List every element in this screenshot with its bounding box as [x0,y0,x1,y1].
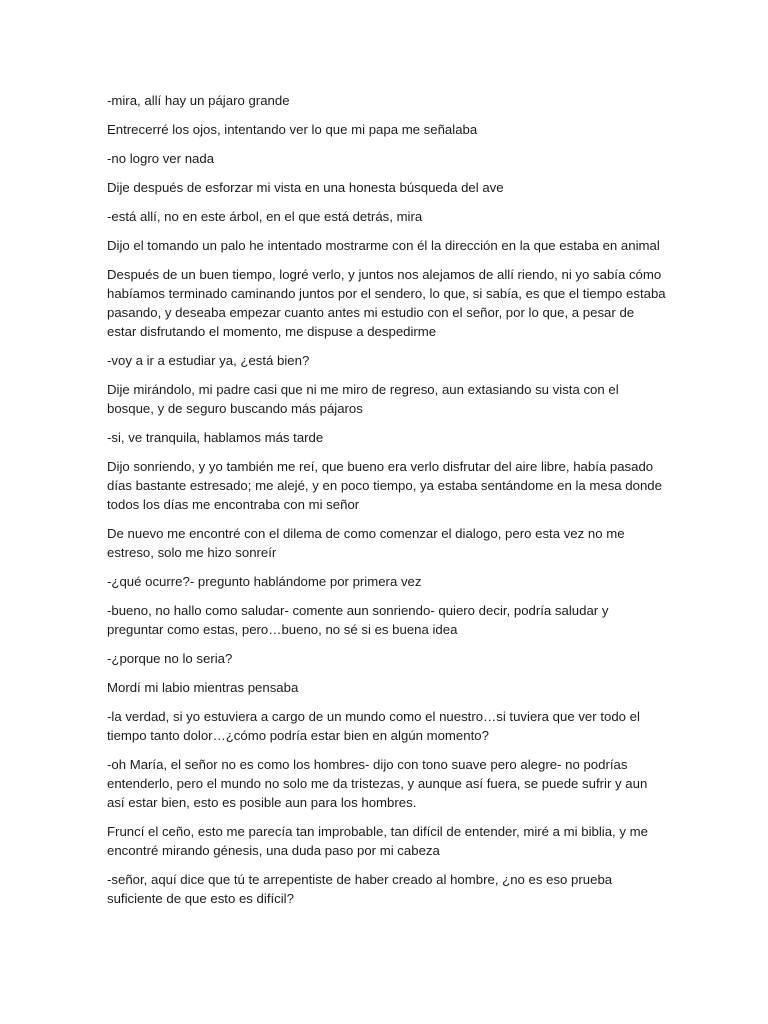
paragraph: Fruncí el ceño, esto me parecía tan improbable, tan difícil de entender, miré a mi biblia, y me encontré mirando génesis, una duda paso por mi cabeza [107,824,648,858]
paragraph: -voy a ir a estudiar ya, ¿está bien? [107,353,310,368]
paragraph: -si, ve tranquila, hablamos más tarde [107,430,324,445]
paragraph: -no logro ver nada [107,151,215,166]
paragraph: Después de un buen tiempo, logré verlo, y juntos nos alejamos de allí riendo, ni yo sabía cómo habíamos terminado caminando juntos por el sendero, lo que, si sabía, es que el tiempo estaba pasando, y deseaba empezar cuanto antes mi estudio con el señor, por lo que, a pesar de estar disfrutando el momento, me dispuse a despedirme [107,267,666,339]
document-page [107,91,667,918]
paragraph: -la verdad, si yo estuviera a cargo de un mundo como el nuestro…si tuviera que ver todo el tiempo tanto dolor…¿cómo podría estar bien en algún momento? [107,709,640,743]
paragraph: Dijo sonriendo, y yo también me reí, que bueno era verlo disfrutar del aire libre, había pasado días bastante estresado; me alejé, y en poco tiempo, ya estaba sentándome en la mesa donde todos los días me encontraba con mi señor [107,459,662,512]
paragraph: -¿porque no lo seria? [107,651,233,666]
paragraph: Dije después de esforzar mi vista en una honesta búsqueda del ave [107,180,504,195]
paragraph: -bueno, no hallo como saludar- comente aun sonriendo- quiero decir, podría saludar y preguntar como estas, pero…bueno, no sé si es buena idea [107,603,609,637]
paragraph: -está allí, no en este árbol, en el que está detrás, mira [107,209,423,224]
paragraph: -señor, aquí dice que tú te arrepentiste de haber creado al hombre, ¿no es eso prueba suficiente de que esto es difícil? [107,872,613,906]
paragraph: -¿qué ocurre?- pregunto hablándome por primera vez [107,574,422,589]
paragraph: Entrecerré los ojos, intentando ver lo que mi papa me señalaba [107,122,478,137]
paragraph: Mordí mi labio mientras pensaba [107,680,299,695]
paragraph: Dijo el tomando un palo he intentado mostrarme con él la dirección en la que estaba en animal [107,238,660,253]
paragraph: -mira, allí hay un pájaro grande [107,93,290,108]
paragraph: -oh María, el señor no es como los hombres- dijo con tono suave pero alegre- no podrías entenderlo, pero el mundo no solo me da tristezas, y aunque así fuera, se puede sufrir y aun así estar bien, esto es posible aun para los hombres. [107,757,648,810]
paragraph: Dije mirándolo, mi padre casi que ni me miro de regreso, aun extasiando su vista con el bosque, y de seguro buscando más pájaros [107,382,619,416]
paragraph: De nuevo me encontré con el dilema de como comenzar el dialogo, pero esta vez no me estreso, solo me hizo sonreír [107,526,625,560]
